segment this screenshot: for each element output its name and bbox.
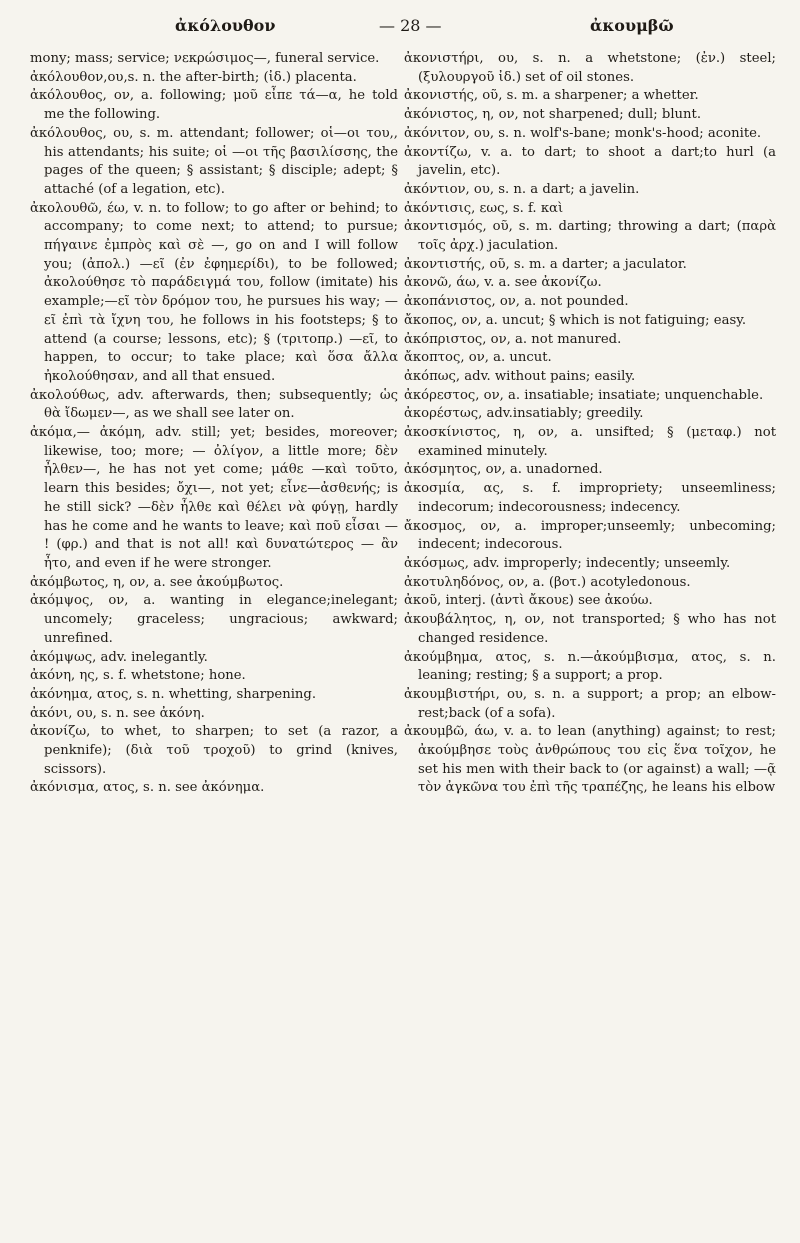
dictionary-entry: ἄκοσμος, ον, a. improper;unseemly; unbecoming; indecent; indecorous. [404, 518, 776, 553]
dictionary-entry: ἀκόλουθος, ου, s. m. attendant; follower; οἱ—οι του,, his attendants; his suite; οἱ —οι τῆς βασιλίσσης, the pages of the queen; § assistant; § disciple; adept; § attaché (of a legation, etc). [30, 125, 398, 197]
dictionary-entry: ἀκοτυληδόνος, ον, a. (βοτ.) acotyledonous. [404, 574, 691, 590]
dictionary-entry: ἀκουμβῶ, άω, v. a. to lean (anything) against; to rest; ἀκούμβησε τοὺς ἀνθρώπους του εἰς ἕνα τοῖχον, he set his men with their back to (or against) a wall; —ᾷ τὸν ἀγκῶνα του ἐπὶ τῆς τραπέζης, he leans his elbow [404, 724, 776, 796]
dictionary-entry: ἀκόμψως, adv. inelegantly. [30, 649, 208, 665]
page-number: — 28 — [379, 16, 442, 35]
dictionary-entry: ἀκοντισμός, οῦ, s. m. darting; throwing a dart; (παρὰ τοῖς ἀρχ.) jaculation. [404, 219, 776, 254]
dictionary-entry: ἄκοπος, ον, a. uncut; § which is not fatiguing; easy. [404, 312, 747, 328]
dictionary-entry: ἀκόρεστος, ον, a. insatiable; insatiate; unquenchable. [404, 387, 764, 403]
dictionary-entry: ἀκοπάνιστος, ον, a. not pounded. [404, 294, 629, 310]
dictionary-entry: ἀκόλουθος, ον, a. following; μοῦ εἶπε τά—α, he told me the following. [30, 88, 398, 123]
dictionary-entry: ἀκούμβημα, ατος, s. n.—ἀκούμβισμα, ατος, s. n. leaning; resting; § a support; a prop. [404, 649, 776, 684]
dictionary-entry: ἀκόσμητος, ον, a. unadorned. [404, 462, 603, 478]
right-running-headword: ἀκουμβῶ [590, 16, 674, 35]
left-running-headword: ἀκόλουθον [175, 16, 276, 35]
dictionary-entry: ἀκόνιτον, ου, s. n. wolf's-bane; monk's-hood; aconite. [404, 125, 762, 141]
dictionary-entry: ἀκονιστήρι, ου, s. n. a whetstone; (ἐν.) steel; (ξυλουργοῦ ἰδ.) set of oil stones. [404, 51, 776, 85]
dictionary-entry: ἀκονιστής, οῦ, s. m. a sharpener; a whetter. [404, 88, 699, 104]
dictionary-entry: ἀκορέστως, adv.insatiably; greedily. [404, 406, 644, 422]
dictionary-entry: mony; mass; service; νεκρώσιμος—, funeral service. [30, 51, 380, 66]
dictionary-entry: ἀκονῶ, άω, v. a. see ἀκονίζω. [404, 275, 602, 291]
dictionary-entry: ἀκονίζω, to whet, to sharpen; to set (a razor, a penknife); (διὰ τοῦ τροχοῦ) to grind (knives, scissors). [30, 724, 398, 777]
dictionary-entry: ἀκουβάλητος, η, ον, not transported; § who has not changed residence. [404, 612, 776, 646]
dictionary-entry: ἀκόνη, ης, s. f. whetstone; hone. [30, 668, 246, 684]
dictionary-entry: ἀκόπριστος, ον, a. not manured. [404, 331, 622, 347]
dictionary-entry: ἀκολούθως, adv. afterwards, then; subsequently; ὡς θὰ ἴδωμεν—, as we shall see later on. [30, 387, 398, 422]
dictionary-entry: ἀκόνι, ου, s. n. see ἀκόνη. [30, 705, 205, 721]
left-column [30, 50, 398, 798]
dictionary-entry: ἀκοσκίνιστος, η, ον, a. unsifted; § (μεταφ.) not examined minutely. [404, 425, 776, 459]
dictionary-entry: ἀκόνιστος, η, ον, not sharpened; dull; blunt. [404, 107, 702, 123]
page-header [0, 16, 800, 42]
dictionary-entry: ἀκόλουθον,ου,s. n. the after-birth; (ἰδ.) placenta. [30, 69, 357, 85]
dictionary-entry: ἀκόντισις, εως, s. f. καὶ [404, 200, 564, 216]
dictionary-entry: ἀκόπως, adv. without pains; easily. [404, 368, 636, 384]
dictionary-entry: ἀκόνημα, ατος, s. n. whetting, sharpening. [30, 686, 317, 702]
dictionary-entry: ἀκόμα,— ἀκόμη, adv. still; yet; besides, moreover; likewise, too; more; — ὀλίγον, a little more; δὲν ἦλθεν—, he has not yet come; μάθε —καὶ τοῦτο, learn this besides; ὄχι—, not yet; εἶνε—ἀσθενής; is he still sick? —δὲν ἦλθε καὶ θέλει νὰ φύγῃ, hardly has he come and he wants to leave; καὶ ποῦ εἶσαι — ! (φρ.) and that is not all! καὶ δυνατώτερος — ἂν ἦτο, and even if he were stronger. [30, 425, 398, 571]
right-column [404, 50, 776, 798]
dictionary-entry: ἀκόμψος, ον, a. wanting in elegance;inelegant; uncomely; graceless; ungracious; awkward; unrefined. [30, 593, 398, 646]
dictionary-entry: ἀκόνισμα, ατος, s. n. see ἀκόνημα. [30, 780, 265, 796]
dictionary-entry: ἀκοντίζω, v. a. to dart; to shoot a dart;to hurl (a javelin, etc). [404, 144, 776, 179]
dictionary-entry: ἄκοπτος, ον, a. uncut. [404, 350, 552, 366]
dictionary-entry: ἀκοῦ, interj. (ἀντὶ ἄκουε) see ἀκούω. [404, 593, 653, 609]
dictionary-entry: ἀκοσμία, ας, s. f. impropriety; unseemliness; indecorum; indecorousness; indecency. [404, 481, 776, 515]
dictionary-entry: ἀκουμβιστήρι, ου, s. n. a support; a prop; an elbow-rest;back (of a sofa). [404, 686, 776, 721]
dictionary-entry: ἀκόσμως, adv. improperly; indecently; unseemly. [404, 555, 731, 571]
dictionary-entry: ἀκοντιστής, οῦ, s. m. a darter; a jaculator. [404, 256, 687, 272]
dictionary-entry: ἀκόντιον, ου, s. n. a dart; a javelin. [404, 181, 640, 197]
dictionary-entry: ἀκόμβωτος, η, ον, a. see ἀκούμβωτος. [30, 574, 284, 590]
dictionary-entry: ἀκολουθῶ, έω, v. n. to follow; to go after or behind; to accompany; to come next; to attend; to pursue; πήγαινε ἐμπρὸς καὶ σὲ —, go on and I will follow you; (ἀπολ.) —εῖ (ἐν ἐφημερίδι), to be followed; ἀκολούθησε τὸ παράδειγμά του, follow (imitate) his example;—εῖ τὸν δρόμον του, he pursues his way; —εῖ ἐπὶ τὰ ἴχνη του, he follows in his footsteps; § to attend (a course; lessons, etc); § (τριτοπρ.) —εῖ, to happen, to occur; to take place; καὶ ὅσα ἄλλα ἠκολούθησαν, and all that ensued. [30, 200, 398, 384]
